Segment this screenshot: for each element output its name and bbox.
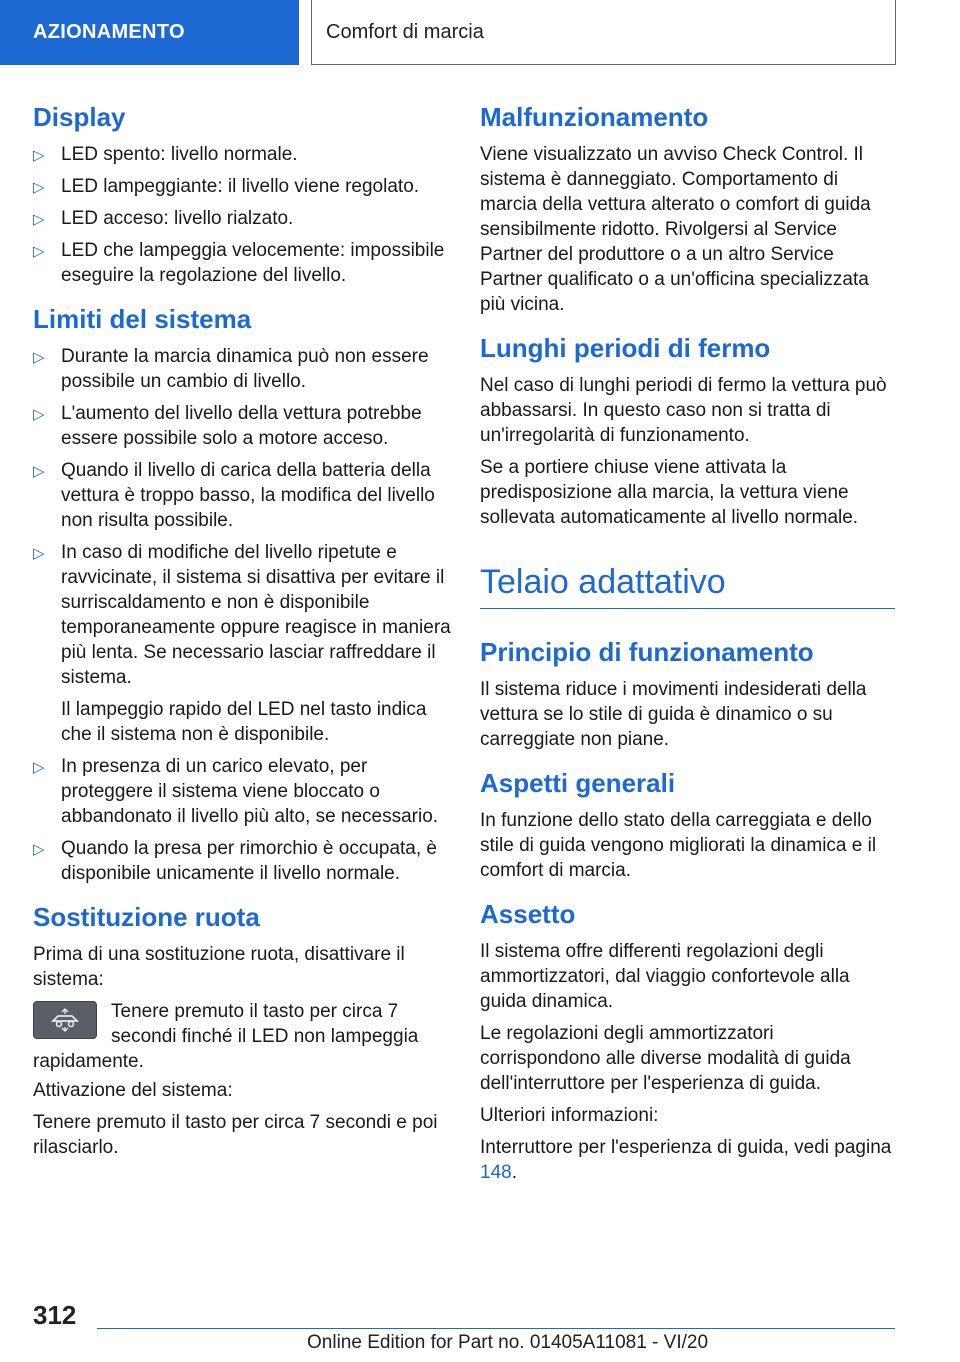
limits-heading: Limiti del sistema (33, 304, 252, 334)
list-item: ▷ Quando la presa per rimorchio è occupata, è disponibile unicamente il livello normale. (33, 838, 437, 884)
downtime-text-2: Se a portiere chiuse viene attivata la predisposizione alla marcia, la vettura viene sollevata automaticamente al livello normale. (480, 457, 859, 528)
right-column (480, 100, 895, 1192)
wheel-heading: Sostituzione ruota (33, 902, 260, 932)
downtime-heading: Lunghi periodi di fermo (480, 333, 771, 363)
triangle-bullet-icon: ▷ (33, 349, 45, 366)
triangle-bullet-icon: ▷ (33, 759, 45, 776)
triangle-bullet-icon: ▷ (33, 179, 45, 196)
triangle-bullet-icon: ▷ (33, 243, 45, 260)
malfunction-text: Viene visualizzato un avviso Check Control. Il sistema è danneggiato. Comportamento di marcia della vettura alterato o comfort di guida sensibilmente ridotto. Rivolgersi al Service Partner del produttore o a un altro Service Partner qualificato o a un'officina specializzata più vicina. (480, 144, 871, 315)
list-item: ▷ In presenza di un carico elevato, per proteggere il sistema viene bloccato o abbandonato il livello più alto, se necessario. (33, 756, 439, 827)
triangle-bullet-icon: ▷ (33, 211, 45, 228)
page-reference-link[interactable]: 148 (480, 1162, 512, 1183)
header-chapter: Comfort di marcia (311, 0, 896, 65)
list-item: ▷ Quando il livello di carica della batteria della vettura è troppo basso, la modifica del livello non risulta possibile. (33, 460, 435, 531)
list-item: ▷ L'aumento del livello della vettura potrebbe essere possibile solo a motore acceso. (33, 403, 422, 449)
list-item: ▷ LED acceso: livello rialzato. (33, 206, 451, 231)
list-item: ▷ LED lampeggiante: il livello viene regolato. (33, 174, 451, 199)
general-heading: Aspetti generali (480, 768, 676, 798)
left-column (33, 100, 451, 1167)
list-item-note: Il lampeggio rapido del LED nel tasto indica che il sistema non è disponibile. (61, 699, 427, 745)
more-info-label: Ulteriori informazioni: (480, 1105, 659, 1126)
list-item: ▷ LED spento: livello normale. (33, 142, 451, 167)
activation-label: Attivazione del sistema: (33, 1080, 233, 1101)
setup-heading: Assetto (480, 899, 576, 929)
footer-divider (97, 1328, 895, 1329)
limits-list (33, 344, 451, 886)
footer-edition: Online Edition for Part no. 01405A11081 - VI/20 (307, 1332, 709, 1353)
button-instruction-text: Tenere premuto il tasto per circa 7 secondi finché il LED non lampeggia rapidamente. (33, 1001, 419, 1072)
adaptive-heading-block (480, 560, 895, 609)
downtime-text-1: Nel caso di lunghi periodi di fermo la vettura può abbassarsi. In questo caso non si tratta di un'irregolarità di funzionamento. (480, 375, 887, 446)
header-section: AZIONAMENTO (0, 0, 299, 65)
triangle-bullet-icon: ▷ (33, 147, 45, 164)
list-item: ▷ In caso di modifiche del livello ripetute e ravvicinate, il sistema si disattiva per evitare il surriscaldamento e non è disponibile temporaneamente oppure reagisce in maniera più lenta. Se necessario lasciar raffreddare il sistema. Il lampeggio rapido del LED nel tasto indica che il sistema non è disponibile. (33, 542, 451, 745)
adaptive-heading: Telaio adattativo (480, 563, 726, 601)
activation-text: Tenere premuto il tasto per circa 7 secondi e poi rilasciarlo. (33, 1112, 438, 1158)
general-text: In funzione dello stato della carreggiata e dello stile di guida vengono migliorati la dinamica e il comfort di marcia. (480, 810, 877, 881)
principle-text: Il sistema riduce i movimenti indesiderati della vettura se lo stile di guida è dinamico o su carreggiate non piane. (480, 679, 867, 750)
reference-text: Interruttore per l'esperienza di guida, vedi pagina 148. (480, 1137, 892, 1183)
button-instruction (33, 999, 451, 1074)
setup-text-1: Il sistema offre differenti regolazioni degli ammortizzatori, dal viaggio confortevole alla guida dinamica. (480, 941, 850, 1012)
display-list (33, 142, 451, 288)
list-item: ▷ Durante la marcia dinamica può non essere possibile un cambio di livello. (33, 346, 429, 392)
setup-text-2: Le regolazioni degli ammortizzatori corrispondono alle diverse modalità di guida dell'interruttore per l'esperienza di guida. (480, 1023, 851, 1094)
wheel-intro: Prima di una sostituzione ruota, disattivare il sistema: (33, 944, 405, 990)
page-number: 312 (33, 1300, 77, 1330)
suspension-button-icon (33, 1001, 97, 1039)
triangle-bullet-icon: ▷ (33, 841, 45, 858)
list-item: ▷ LED che lampeggia velocemente: impossibile eseguire la regolazione del livello. (33, 240, 445, 286)
display-heading: Display (33, 102, 126, 132)
triangle-bullet-icon: ▷ (33, 463, 45, 480)
triangle-bullet-icon: ▷ (33, 545, 45, 562)
principle-heading: Principio di funzionamento (480, 637, 814, 667)
triangle-bullet-icon: ▷ (33, 406, 45, 423)
malfunction-heading: Malfunzionamento (480, 102, 709, 132)
